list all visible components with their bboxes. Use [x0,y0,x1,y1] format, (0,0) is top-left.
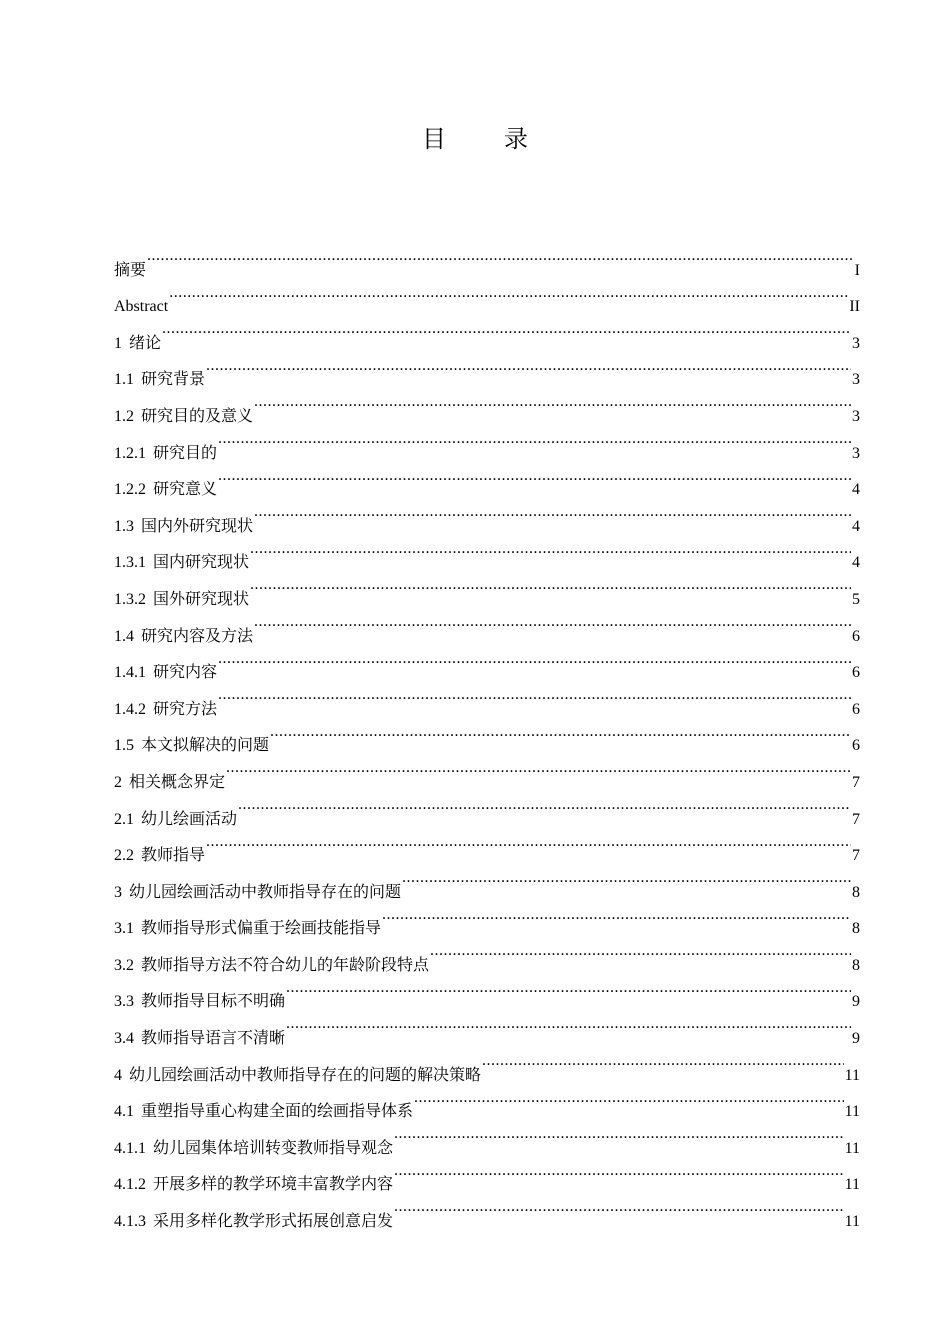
toc-entry-number: 3.4 [114,1030,134,1048]
toc-entry-page-number: 9 [852,993,860,1011]
toc-dot-leader [286,1006,851,1043]
toc-dot-leader [162,311,851,348]
toc-entry-title: 研究内容 [153,664,218,682]
toc-dot-leader [414,1080,844,1117]
toc-dot-leader [286,970,851,1007]
page-title: 目 录 [422,127,554,153]
toc-entry-number: 4.1.1 [114,1139,146,1157]
toc-entry[interactable] [114,714,860,755]
toc-entry-title: 幼儿园绘画活动中教师指导存在的问题的解决策略 [129,1066,482,1084]
toc-dot-leader [482,1043,844,1080]
toc-dot-leader [147,238,854,275]
toc-dot-leader [218,677,851,714]
toc-entry-title: 国内外研究现状 [141,517,254,535]
toc-entry-title: 幼儿园绘画活动中教师指导存在的问题 [129,883,402,901]
toc-entry-number: 1.1 [114,371,134,389]
toc-entry-title: 研究目的及意义 [141,407,254,425]
toc-entry[interactable] [114,458,860,499]
toc-entry-number: 1.3.1 [114,554,146,572]
toc-entry-number: 3.3 [114,993,134,1011]
toc-dot-leader [402,860,851,897]
toc-dot-leader [218,458,851,495]
toc-dot-leader [218,641,851,678]
toc-entry-title: Abstract [114,298,169,316]
toc-entry[interactable] [114,641,860,682]
toc-entry-number: 1.3.2 [114,590,146,608]
toc-entry-page-number: 11 [844,1139,860,1157]
toc-dot-leader [250,531,851,568]
toc-entry[interactable] [114,384,860,425]
toc-entry-page-number: 7 [852,810,860,828]
toc-entry-page-number: 8 [852,883,860,901]
toc-entry-title: 研究背景 [141,371,206,389]
toc-entry-page-number: 11 [844,1103,860,1121]
toc-dot-leader [394,1153,844,1190]
toc-entry-title: 开展多样的教学环境丰富教学内容 [153,1176,394,1194]
toc-entry[interactable] [114,860,860,901]
toc-entry-page-number: II [849,298,860,316]
toc-entry-title: 研究目的 [153,444,218,462]
toc-entry-number: 1.2 [114,407,134,425]
toc-entry-page-number: 11 [844,1066,860,1084]
toc-entry-page-number: 3 [852,444,860,462]
toc-entry-title: 国内研究现状 [153,554,250,572]
table-of-contents [114,238,860,1231]
toc-entry-title: 研究方法 [153,700,218,718]
toc-entry-number: 4.1 [114,1103,134,1121]
toc-entry-number: 2.1 [114,810,134,828]
toc-entry-number: 2.2 [114,847,134,865]
toc-entry-page-number: 3 [852,371,860,389]
toc-entry[interactable] [114,494,860,535]
toc-entry-page-number: 4 [852,481,860,499]
toc-entry-page-number: 3 [852,407,860,425]
toc-entry-number: 1.2.2 [114,481,146,499]
toc-entry-page-number: 11 [844,1176,860,1194]
toc-dot-leader [238,787,851,824]
toc-dot-leader [270,714,851,751]
toc-entry-title: 本文拟解决的问题 [141,737,270,755]
toc-entry-page-number: 6 [852,737,860,755]
toc-entry-number: 4.1.2 [114,1176,146,1194]
toc-entry[interactable] [114,750,860,791]
toc-entry[interactable] [114,311,860,352]
toc-entry-page-number: 3 [852,334,860,352]
toc-entry-page-number: 9 [852,1030,860,1048]
toc-entry-title: 绪论 [129,334,162,352]
toc-entry-page-number: 7 [852,773,860,791]
toc-entry-page-number: 8 [852,956,860,974]
toc-entry-number: 2 [114,773,122,791]
toc-entry[interactable] [114,238,860,279]
toc-entry-number: 1.4.1 [114,664,146,682]
toc-dot-leader [394,1189,844,1226]
toc-entry-page-number: 4 [852,554,860,572]
toc-entry-title: 国外研究现状 [153,590,250,608]
toc-entry-page-number: 5 [852,590,860,608]
toc-entry-number: 1.4.2 [114,700,146,718]
toc-entry[interactable] [114,677,860,718]
toc-entry-number: 1 [114,334,122,352]
toc-entry-title: 教师指导目标不明确 [141,993,286,1011]
toc-entry-title: 研究内容及方法 [141,627,254,645]
toc-dot-leader [250,567,851,604]
toc-entry-number: 3.1 [114,920,134,938]
toc-entry-page-number: 6 [852,700,860,718]
toc-entry-number: 4.1.3 [114,1213,146,1231]
toc-dot-leader [382,897,851,934]
toc-entry-page-number: I [854,261,860,279]
toc-entry-page-number: 6 [852,664,860,682]
toc-entry-number: 3.2 [114,956,134,974]
toc-entry[interactable] [114,275,860,316]
toc-entry-title: 幼儿园集体培训转变教师指导观念 [153,1139,394,1157]
toc-dot-leader [169,275,848,312]
toc-entry-number: 3 [114,883,122,901]
toc-entry[interactable] [114,787,860,828]
toc-entry-title: 幼儿绘画活动 [141,810,238,828]
toc-entry-number: 1.2.1 [114,444,146,462]
toc-entry-page-number: 7 [852,847,860,865]
toc-entry[interactable] [114,421,860,462]
toc-entry-page-number: 8 [852,920,860,938]
toc-dot-leader [254,494,851,531]
toc-entry-title: 教师指导 [141,847,206,865]
toc-dot-leader [218,421,851,458]
toc-entry-page-number: 4 [852,517,860,535]
toc-entry-title: 摘要 [114,261,147,279]
toc-entry-page-number: 6 [852,627,860,645]
toc-entry-number: 1.4 [114,627,134,645]
toc-dot-leader [206,348,851,385]
toc-entry-title: 教师指导语言不清晰 [141,1030,286,1048]
toc-entry-title: 重塑指导重心构建全面的绘画指导体系 [141,1103,414,1121]
toc-dot-leader [226,750,851,787]
toc-entry-title: 研究意义 [153,481,218,499]
toc-entry-number: 1.5 [114,737,134,755]
toc-entry-number: 4 [114,1066,122,1084]
toc-entry-title: 教师指导方法不符合幼儿的年龄阶段特点 [141,956,430,974]
toc-dot-leader [254,384,851,421]
toc-entry-title: 教师指导形式偏重于绘画技能指导 [141,920,382,938]
toc-dot-leader [430,933,851,970]
toc-entry-title: 采用多样化教学形式拓展创意启发 [153,1213,394,1231]
toc-entry[interactable] [114,824,860,865]
toc-entry-number: 1.3 [114,517,134,535]
toc-dot-leader [394,1116,844,1153]
toc-dot-leader [254,604,851,641]
toc-entry[interactable] [114,348,860,389]
toc-entry-title: 相关概念界定 [129,773,226,791]
toc-entry-page-number: 11 [844,1213,860,1231]
toc-dot-leader [206,824,851,861]
